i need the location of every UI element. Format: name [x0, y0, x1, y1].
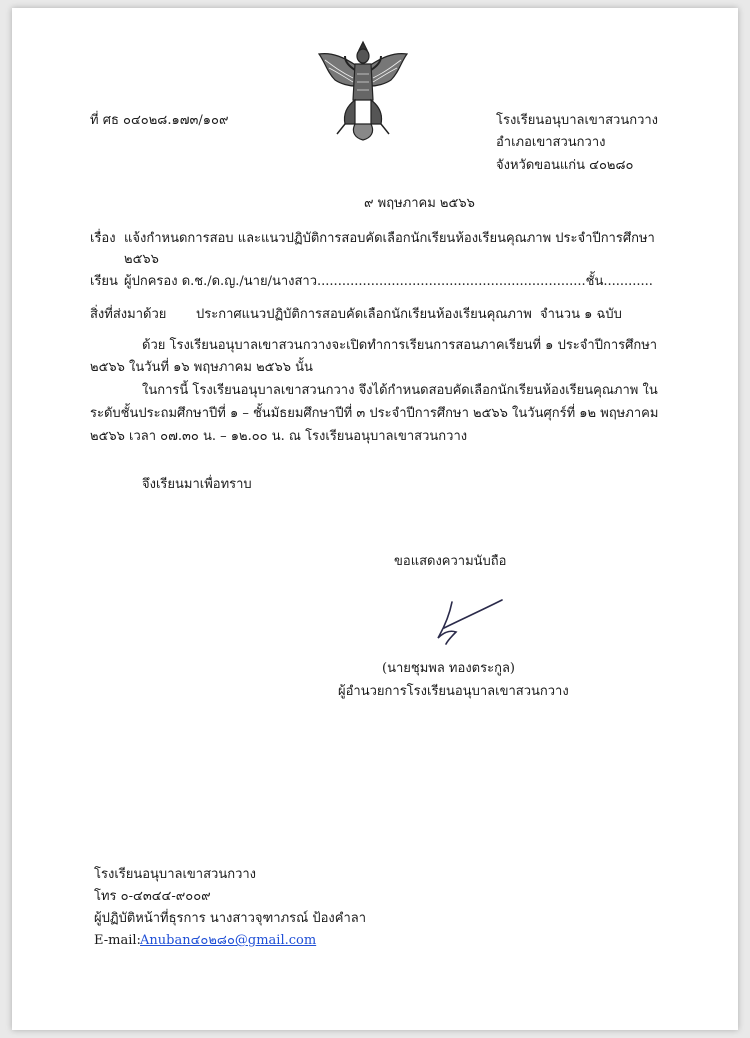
enclosure-quantity: จำนวน ๑ ฉบับ — [540, 307, 622, 322]
garuda-emblem-icon — [315, 40, 411, 142]
footer-school: โรงเรียนอนุบาลเขาสวนกวาง — [94, 867, 257, 882]
enclosure-text: ประกาศแนวปฏิบัติการสอบคัดเลือกนักเรียนห้องเรียนคุณภาพ — [196, 307, 532, 322]
footer-email-label: E-mail: — [94, 933, 141, 948]
closing-text: จึงเรียนมาเพื่อทราบ — [142, 477, 252, 492]
regards-text: ขอแสดงความนับถือ — [394, 554, 507, 569]
sender-district: อำเภอเขาสวนกวาง — [496, 135, 606, 150]
reference-number: ที่ ศธ ๐๔๐๒๘.๑๗๓/๑๐๙ — [90, 113, 229, 128]
recipient-text: ผู้ปกครอง ด.ช./ด.ญ./นาย/นางสาว.................................................................ชั้น............ — [124, 274, 653, 289]
recipient-label: เรียน — [90, 274, 118, 289]
paragraph-2-line-2: ระดับชั้นประถมศึกษาปีที่ ๑ – ชั้นมัธยมศึกษาปีที่ ๓ ประจำปีการศึกษา ๒๕๖๖ ในวันศุกร์ที่ ๑๒ พฤษภาคม — [90, 406, 659, 421]
signer-name: (นายชุมพล ทองตระกูล) — [382, 661, 515, 676]
paragraph-2-line-1: ในการนี้ โรงเรียนอนุบาลเขาสวนกวาง จึงได้กำหนดสอบคัดเลือกนักเรียนห้องเรียนคุณภาพ ใน — [142, 383, 658, 398]
footer-phone: โทร ๐-๔๓๔๔-๙๐๐๙ — [94, 889, 211, 904]
footer-contact: ผู้ปฏิบัติหน้าที่ธุรการ นางสาวจุฑาภรณ์ ป้องคำลา — [94, 911, 367, 926]
sender-province: จังหวัดขอนแก่น ๔๐๒๘๐ — [496, 158, 634, 173]
signer-title: ผู้อำนวยการโรงเรียนอนุบาลเขาสวนกวาง — [338, 684, 569, 699]
subject-text: แจ้งกำหนดการสอบ และแนวปฏิบัติการสอบคัดเลือกนักเรียนห้องเรียนคุณภาพ ประจำปีการศึกษา — [124, 231, 655, 246]
enclosure-label: สิ่งที่ส่งมาด้วย — [90, 307, 167, 322]
subject-label: เรื่อง — [90, 231, 116, 246]
sender-school: โรงเรียนอนุบาลเขาสวนกวาง — [496, 113, 659, 128]
paragraph-1-line-2: ๒๕๖๖ ในวันที่ ๑๖ พฤษภาคม ๒๕๖๖ นั้น — [90, 360, 313, 375]
subject-continuation: ๒๕๖๖ — [124, 252, 159, 267]
paragraph-2-line-3: ๒๕๖๖ เวลา ๐๗.๓๐ น. – ๑๒.๐๐ น. ณ โรงเรียนอนุบาลเขาสวนกวาง — [90, 429, 468, 444]
letter-page — [12, 8, 738, 1030]
signature-icon — [430, 598, 506, 648]
paragraph-1-line-1: ด้วย โรงเรียนอนุบาลเขาสวนกวางจะเปิดทำการเรียนการสอนภาคเรียนที่ ๑ ประจำปีการศึกษา — [142, 338, 658, 353]
footer-email-link[interactable]: Anuban๔๐๒๘๐@gmail.com — [140, 933, 317, 948]
letter-date: ๙ พฤษภาคม ๒๕๖๖ — [364, 196, 475, 211]
